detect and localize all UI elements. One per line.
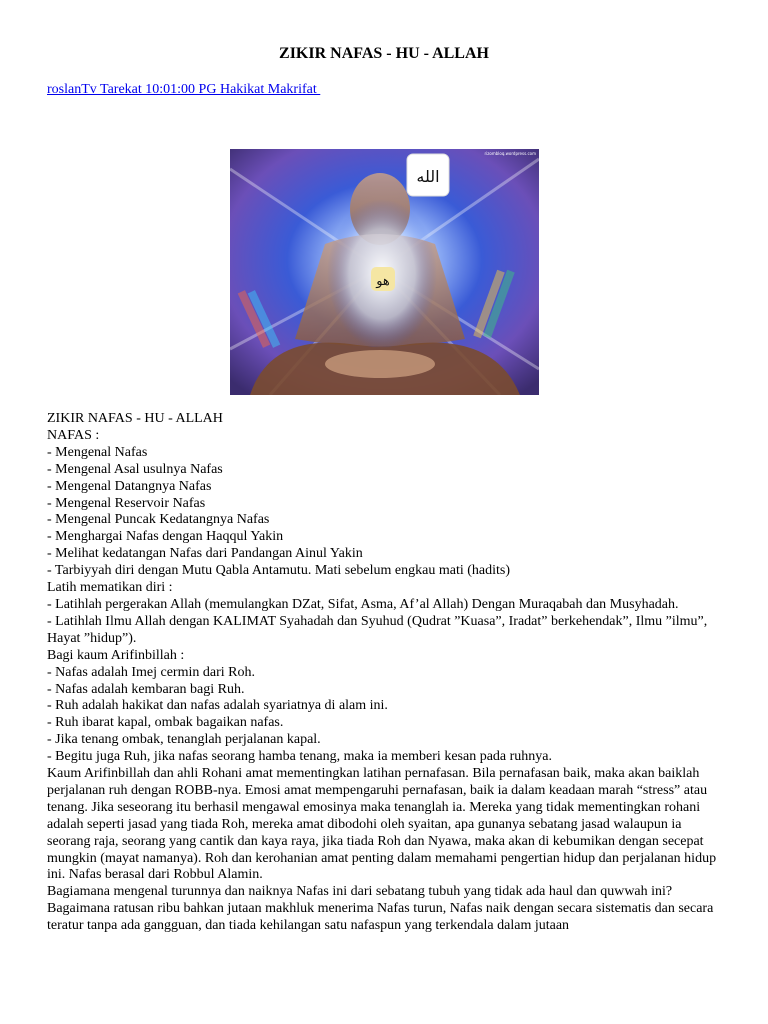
body-heading: ZIKIR NAFAS - HU - ALLAH [47,411,223,426]
list-item: - Nafas adalah kembaran bagi Ruh. [47,681,245,697]
list-item: - Mengenal Datangnya Nafas [47,478,212,494]
nafas-label: NAFAS : [47,427,100,443]
list-item: - Latihlah Ilmu Allah dengan KALIMAT Syahadah dan Syuhud (Qudrat ”Kuasa”, Iradat” berkehendak”, Ilmu ”ilmu”, Hayat ”hidup”). [47,613,708,646]
image-watermark: rizombloq.wordpress.com [484,151,536,156]
arif-label: Bagi kaum Arifinbillah : [47,647,185,663]
post-meta-link[interactable]: roslanTv Tarekat 10:01:00 PG Hakikat Makrifat [47,82,321,97]
hu-badge [371,267,395,291]
list-item: - Ruh ibarat kapal, ombak bagaikan nafas. [47,715,284,731]
body-paragraph: Bagiamana mengenal turunnya dan naiknya Nafas ini dari sebatang tubuh yang tidak ada haul dan quwwah ini? [47,884,673,900]
list-item: - Tarbiyyah diri dengan Mutu Qabla Antamutu. Mati sebelum engkau mati (hadits) [47,563,510,579]
article-body [47,411,723,935]
list-item: - Latihlah pergerakan Allah (memulangkan DZat, Sifat, Asma, Af’al Allah) Dengan Muraqabah dan Musyhadah. [47,596,679,612]
hu-glyph: هو [376,274,390,289]
list-item: - Melihat kedatangan Nafas dari Pandangan Ainul Yakin [47,546,363,562]
list-item: - Mengenal Nafas [47,444,148,460]
meditation-illustration [230,149,539,395]
nafas-list [47,445,723,580]
body-paragraph: Bagaimana ratusan ribu bahkan jutaan makhluk menerima Nafas turun, Nafas naik dengan secara sistematis dan secara teratur tanpa ada gangguan, dan tiada kehilangan satu nafaspun yang terkendala dalam jutaan [47,901,714,934]
list-item: - Menghargai Nafas dengan Haqqul Yakin [47,529,284,545]
list-item: - Mengenal Asal usulnya Nafas [47,461,223,477]
document-title: ZIKIR NAFAS - HU - ALLAH [279,45,489,62]
list-item: - Begitu juga Ruh, jika nafas seorang hamba tenang, maka ia memberi kesan pada ruhnya. [47,749,552,765]
allah-glyph: الله [416,167,440,186]
list-item: - Mengenal Reservoir Nafas [47,495,206,511]
list-item: - Ruh adalah hakikat dan nafas adalah syariatnya di alam ini. [47,698,388,714]
arif-list [47,665,723,766]
list-item: - Mengenal Puncak Kedatangnya Nafas [47,512,270,528]
body-paragraph: Kaum Arifinbillah dan ahli Rohani amat mementingkan latihan pernafasan. Bila pernafasan baik, maka akan baiklah perjalanan ruh dengan ROBB-nya. Emosi amat mempengaruhi pernafasan, baik ia dalam keadaan marah “stress” atau tenang. Jika seseorang itu berhasil mengawal emosinya maka tenanglah ia. Mereka yang tidak mementingkan rohani adalah seperti jasad yang tiada Roh, mereka amat dibodohi oleh syaitan, apa gunanya sebatang jasad walaupun ia seorang raja, seorang yang cantik dan kaya raya, jika tiada Roh dan Nyawa, maka akan di kebumikan dengan secepat mungkin (mayat namanya). Roh dan kerohanian amat penting dalam memahami pengertian hidup dan perjalanan hidup ini. Nafas berasal dari Robbul Alamin. [47,766,717,883]
list-item: - Nafas adalah Imej cermin dari Roh. [47,664,255,680]
latih-list [47,597,723,648]
list-item: - Jika tenang ombak, tenanglah perjalanan kapal. [47,732,321,748]
latih-label: Latih mematikan diri : [47,580,173,596]
allah-badge [407,154,449,196]
meditation-figure-graphic [230,149,539,395]
